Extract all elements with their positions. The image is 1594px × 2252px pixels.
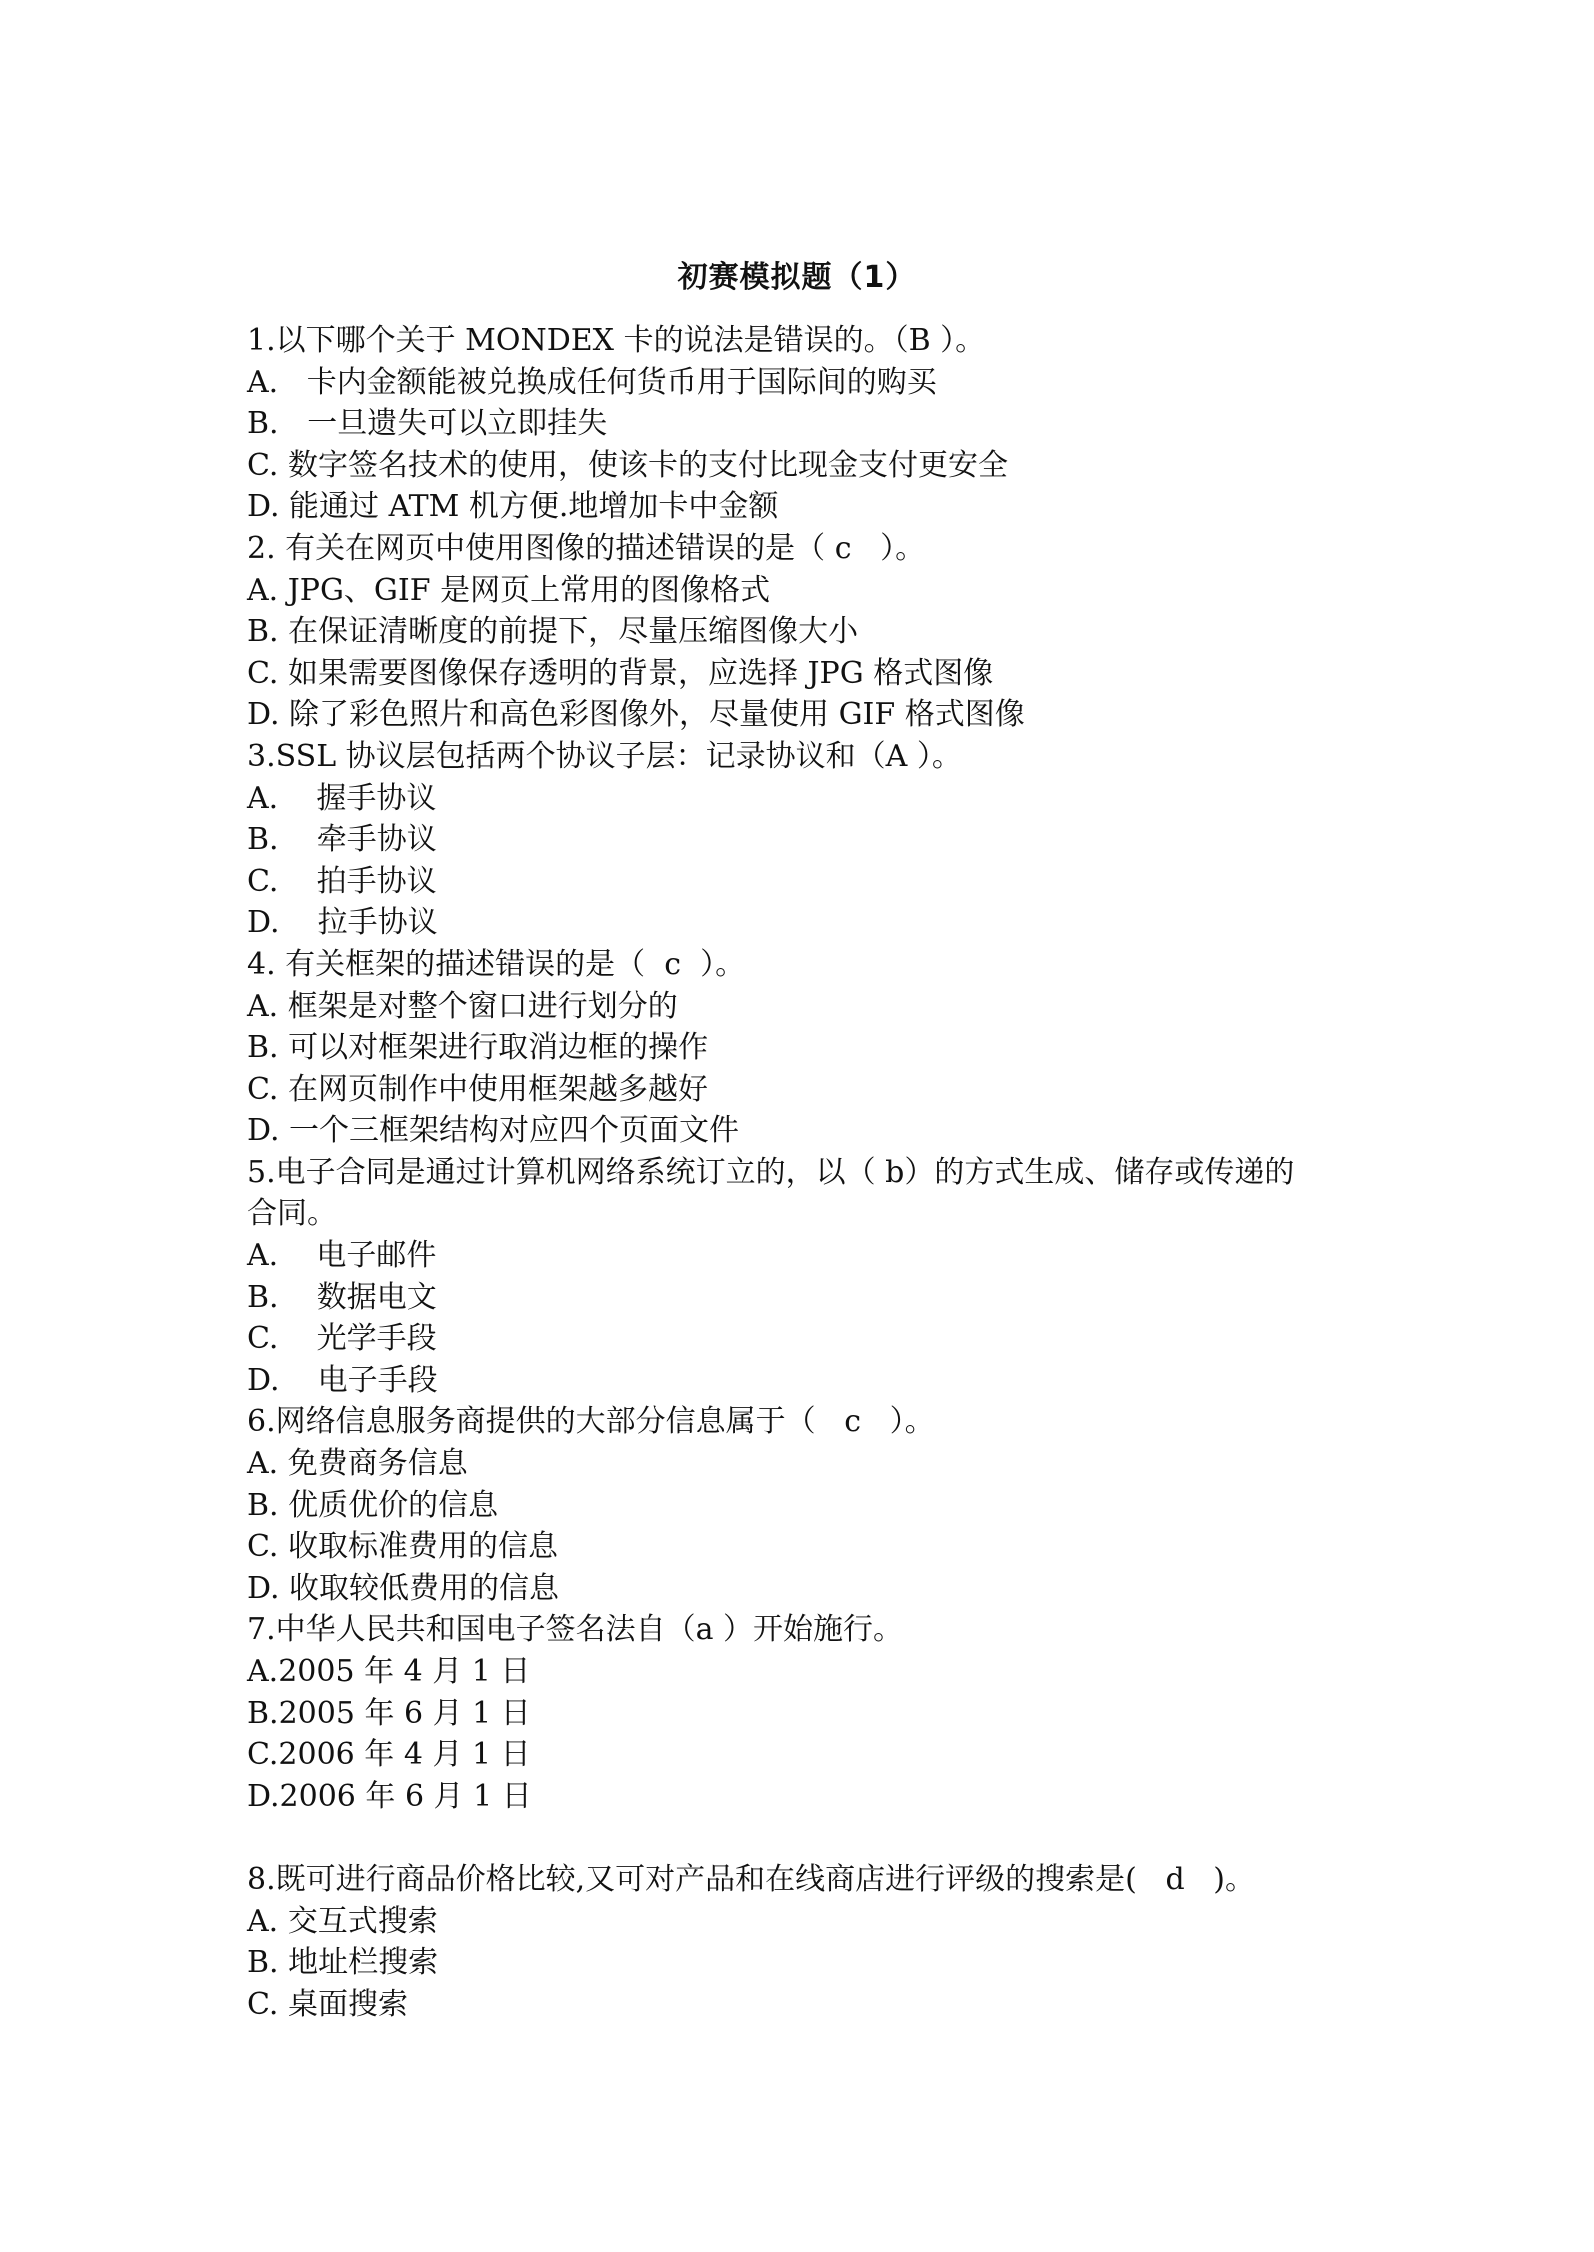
- text-line: D.2006 年 6 月 1 日: [247, 1778, 532, 1814]
- text-line: A. 框架是对整个窗口进行划分的: [247, 988, 678, 1024]
- text-line: C. 收取标准费用的信息: [247, 1529, 558, 1565]
- text-line: B.2005 年 6 月 1 日: [247, 1695, 531, 1731]
- text-line: 5.电子合同是通过计算机网络系统订立的，以（ b）的方式生成、储存或传递的: [247, 1154, 1295, 1190]
- text-line: C. 数字签名技术的使用，使该卡的支付比现金支付更安全: [247, 447, 1008, 483]
- text-line: 6.网络信息服务商提供的大部分信息属于（ c ）。: [247, 1404, 935, 1440]
- text-line: D. 收取较低费用的信息: [247, 1570, 560, 1606]
- text-line: 4. 有关框架的描述错误的是（ c ）。: [247, 946, 746, 982]
- text-line: 1.以下哪个关于 MONDEX 卡的说法是错误的。（B ）。: [247, 323, 986, 358]
- text-line: 2. 有关在网页中使用图像的描述错误的是（ c ）。: [247, 530, 926, 566]
- page-title: 初赛模拟题（1）: [677, 260, 917, 295]
- text-line: B. 牵手协议: [247, 822, 437, 858]
- text-line: 7.中华人民共和国电子签名法自（a ）开始施行。: [247, 1612, 904, 1648]
- text-line: A. 电子邮件: [247, 1238, 437, 1274]
- text-line: 3.SSL 协议层包括两个协议子层：记录协议和（A ）。: [247, 738, 962, 774]
- text-line: A. 交互式搜索: [247, 1903, 438, 1939]
- text-line: D. 能通过 ATM 机方便.地增加卡中金额: [247, 489, 779, 525]
- text-line: B. 在保证清晰度的前提下，尽量压缩图像大小: [247, 614, 859, 650]
- text-line: C. 如果需要图像保存透明的背景，应选择 JPG 格式图像: [247, 655, 994, 691]
- text-line: C. 光学手段: [247, 1321, 437, 1357]
- text-line: C.2006 年 4 月 1 日: [247, 1737, 531, 1773]
- text-line: A. 免费商务信息: [247, 1446, 468, 1482]
- text-line: A. 卡内金额能被兑换成任何货币用于国际间的购买: [247, 364, 937, 400]
- text-line: B. 优质优价的信息: [247, 1487, 499, 1523]
- text-line: D. 除了彩色照片和高色彩图像外，尽量使用 GIF 格式图像: [247, 697, 1025, 733]
- text-line: C. 拍手协议: [247, 863, 437, 899]
- text-line: B. 一旦遗失可以立即挂失: [247, 406, 608, 442]
- text-line: C. 桌面搜索: [247, 1986, 408, 2022]
- question-list: [247, 320, 1367, 2025]
- text-line: B. 数据电文: [247, 1279, 437, 1315]
- text-line: C. 在网页制作中使用框架越多越好: [247, 1071, 708, 1107]
- text-line: D. 电子手段: [247, 1362, 438, 1398]
- text-line: [247, 1817, 1367, 1859]
- text-line: A. 握手协议: [247, 780, 437, 816]
- text-line: 8.既可进行商品价格比较,又可对产品和在线商店进行评级的搜索是( d )。: [247, 1861, 1255, 1897]
- text-line: D. 拉手协议: [247, 905, 438, 941]
- text-line: B. 可以对框架进行取消边框的操作: [247, 1030, 709, 1066]
- text-line: A. JPG、GIF 是网页上常用的图像格式: [247, 572, 771, 608]
- text-line: A.2005 年 4 月 1 日: [247, 1654, 531, 1689]
- text-line: B. 地址栏搜索: [247, 1945, 439, 1981]
- text-line: D. 一个三框架结构对应四个页面文件: [247, 1113, 740, 1149]
- text-line: 合同。: [247, 1196, 337, 1232]
